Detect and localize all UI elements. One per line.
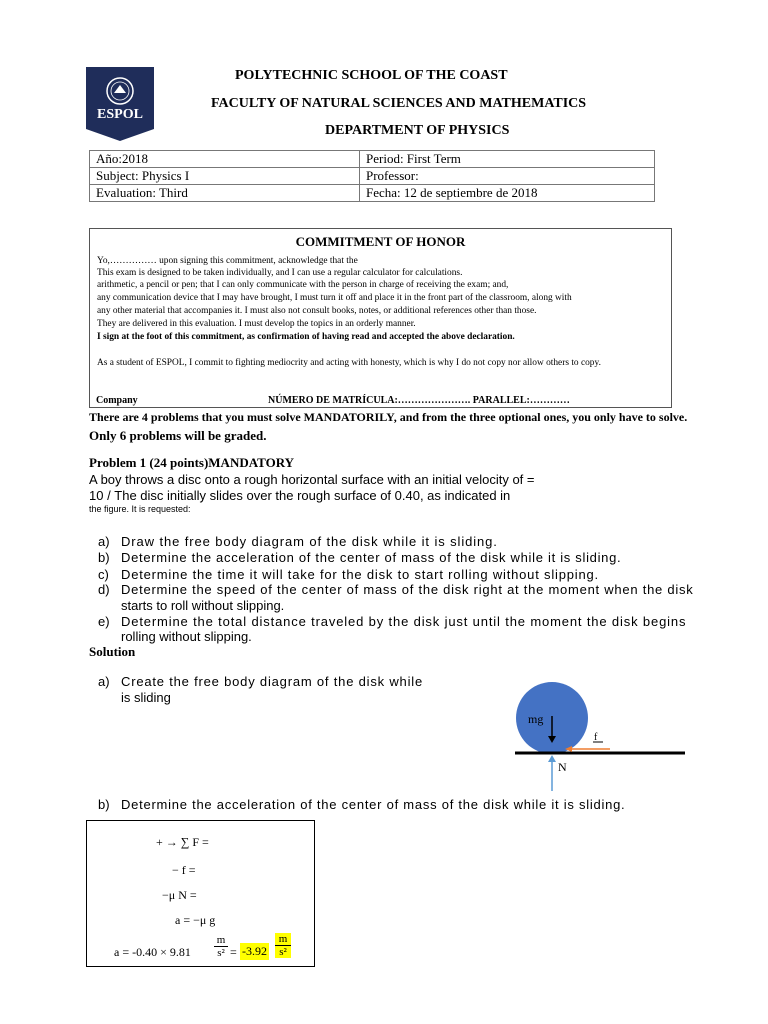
unit-denominator: s² bbox=[214, 946, 228, 959]
info-subject: Subject: Physics I bbox=[90, 168, 360, 185]
info-period: Period: First Term bbox=[360, 151, 655, 168]
faculty-name: FACULTY OF NATURAL SCIENCES AND MATHEMATICS bbox=[211, 96, 587, 111]
solution-item-b bbox=[98, 797, 626, 812]
unit-numerator: m bbox=[216, 934, 226, 946]
item-text: Create the free body diagram of the disk while bbox=[121, 674, 423, 689]
honor-student-line: As a student of ESPOL, I commit to fighting mediocrity and acting with honesty, which is why I do not copy nor allow others to copy. bbox=[97, 358, 601, 368]
table-row bbox=[90, 185, 655, 202]
school-name: POLYTECHNIC SCHOOL OF THE COAST bbox=[235, 68, 508, 83]
list-item bbox=[98, 534, 498, 549]
mg-label: mg bbox=[528, 712, 544, 726]
matricula-field: NÚMERO DE MATRÍCULA:…………………. PARALLEL:………… bbox=[268, 395, 570, 406]
honor-sign-line: I sign at the foot of this commitment, as confirmation of having read and accepted the above declaration. bbox=[97, 332, 515, 342]
table-row bbox=[90, 168, 655, 185]
item-continuation: is sliding bbox=[121, 690, 171, 705]
friction-label: f bbox=[594, 732, 598, 743]
equation-box bbox=[86, 820, 315, 967]
instructions-line-2: Only 6 problems will be graded. bbox=[89, 428, 267, 443]
free-body-diagram bbox=[510, 680, 690, 795]
unit-fraction bbox=[214, 934, 228, 959]
item-continuation: starts to roll without slipping. bbox=[121, 598, 285, 613]
equation-equals: = bbox=[230, 945, 237, 959]
result-value: -3.92 bbox=[242, 944, 267, 958]
problem-1-statement-2: 10 / The disc initially slides over the rough surface of 0.40, as indicated in bbox=[89, 488, 511, 503]
item-text: Determine the acceleration of the center of mass of the disk while it is sliding. bbox=[121, 797, 626, 812]
honor-line: They are delivered in this evaluation. I must develop the topics in an orderly manner. bbox=[97, 319, 416, 329]
honor-commitment-box bbox=[89, 228, 672, 408]
equation-mu-n: −μ N = bbox=[162, 888, 197, 902]
normal-label: N bbox=[558, 760, 567, 774]
logo-text: ESPOL bbox=[97, 107, 143, 122]
list-item bbox=[98, 550, 622, 565]
unit-denominator: s² bbox=[275, 945, 291, 958]
item-marker: d) bbox=[98, 582, 110, 597]
equation-sum-forces: + → ∑ F = bbox=[156, 835, 209, 849]
honor-line: any other material that accompanies it. I must also not consult books, notes, or additional references other than those. bbox=[97, 306, 537, 316]
item-marker: b) bbox=[98, 550, 110, 565]
espol-logo bbox=[86, 67, 154, 141]
result-unit-fraction bbox=[275, 933, 291, 958]
item-text: Determine the time it will take for the disk to start rolling without slipping. bbox=[121, 567, 599, 582]
problem-1-statement-1: A boy throws a disc onto a rough horizontal surface with an initial velocity of = bbox=[89, 472, 535, 487]
info-professor: Professor: bbox=[360, 168, 655, 185]
equation-acceleration: a = −μ g bbox=[175, 913, 216, 927]
table-row bbox=[90, 151, 655, 168]
list-item bbox=[98, 582, 694, 597]
department-name: DEPARTMENT OF PHYSICS bbox=[325, 123, 510, 138]
problem-1-title: Problem 1 (24 points)MANDATORY bbox=[89, 455, 295, 470]
item-text: Draw the free body diagram of the disk while it is sliding. bbox=[121, 534, 498, 549]
item-continuation: rolling without slipping. bbox=[121, 629, 252, 644]
honor-line: any communication device that I may have brought, I must turn it off and place it in the front part of the classroom, along with bbox=[97, 293, 572, 303]
item-text: Determine the total distance traveled by the disk just until the moment the disk begins bbox=[121, 614, 687, 629]
list-item bbox=[98, 614, 687, 629]
item-marker: c) bbox=[98, 567, 109, 582]
solution-item-a bbox=[98, 674, 423, 689]
unit-numerator: m bbox=[278, 933, 288, 945]
list-item bbox=[98, 567, 599, 582]
honor-line: This exam is designed to be taken individually, and I can use a regular calculator for calculations. bbox=[97, 268, 463, 278]
item-marker: a) bbox=[98, 674, 110, 689]
item-text: Determine the acceleration of the center of mass of the disk while it is sliding. bbox=[121, 550, 622, 565]
info-date: Fecha: 12 de septiembre de 2018 bbox=[360, 185, 655, 202]
info-evaluation: Evaluation: Third bbox=[90, 185, 360, 202]
exam-info-table bbox=[89, 150, 655, 202]
equation-friction: − f = bbox=[172, 863, 196, 877]
honor-line: arithmetic, a pencil or pen; that I can only communicate with the person in charge of receiving the exam; and, bbox=[97, 280, 509, 290]
instructions-line-1: There are 4 problems that you must solve MANDATORILY, and from the three optional ones, you only have to solve. bbox=[89, 410, 688, 424]
item-marker: b) bbox=[98, 797, 110, 812]
honor-title: COMMITMENT OF HONOR bbox=[295, 234, 466, 249]
item-marker: e) bbox=[98, 614, 110, 629]
company-label: Company bbox=[96, 395, 138, 406]
item-marker: a) bbox=[98, 534, 110, 549]
item-text: Determine the speed of the center of mass of the disk right at the moment when the disk bbox=[121, 582, 694, 597]
solution-title: Solution bbox=[89, 644, 136, 659]
equation-numeric: a = -0.40 × 9.81 bbox=[114, 945, 191, 959]
info-year: Año:2018 bbox=[90, 151, 360, 168]
honor-line: Yo,…………… upon signing this commitment, acknowledge that the bbox=[97, 256, 358, 266]
problem-1-statement-3: the figure. It is requested: bbox=[89, 504, 191, 514]
